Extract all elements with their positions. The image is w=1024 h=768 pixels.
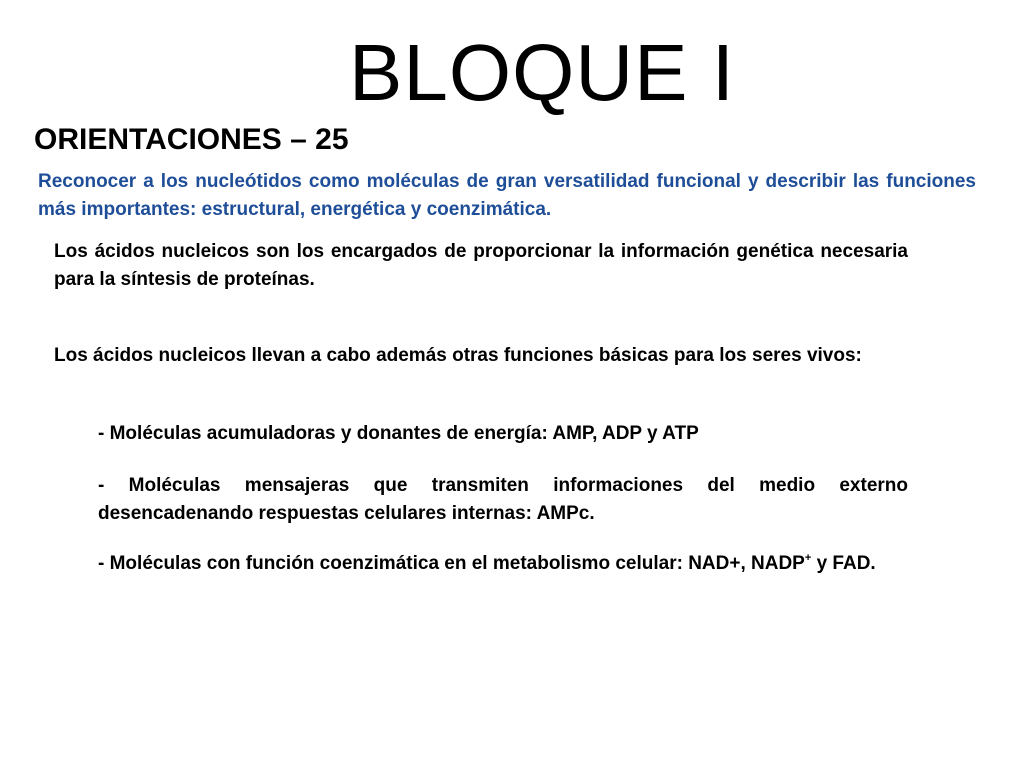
paragraph-other-functions: Los ácidos nucleicos llevan a cabo además otras funciones básicas para los seres vivos:	[54, 345, 862, 366]
slide-subtitle: ORIENTACIONES – 25	[34, 123, 349, 156]
bullet-energy-molecules: - Moléculas acumuladoras y donantes de energía: AMP, ADP y ATP	[98, 423, 699, 444]
bullet-coenzyme-main: - Moléculas con función coenzimática en el metabolismo celular: NAD+, NADP	[98, 553, 805, 574]
bullet-coenzyme-molecules	[98, 550, 908, 578]
objective-text: Reconocer a los nucleótidos como moléculas de gran versatilidad funcional y describir las funciones más importantes: estructural, energética y coenzimática.	[38, 171, 976, 220]
paragraph-genetic-info: Los ácidos nucleicos son los encargados de proporcionar la información genética necesaria para la síntesis de proteínas.	[54, 241, 908, 290]
bullet-coenzyme-superscript: +	[804, 552, 812, 564]
bullet-coenzyme-end: y FAD.	[811, 553, 876, 574]
slide-title: BLOQUE I	[349, 28, 735, 117]
bullet-messenger-molecules: - Moléculas mensajeras que transmiten informaciones del medio externo desencadenando respuestas celulares internas: AMPc.	[98, 475, 908, 524]
